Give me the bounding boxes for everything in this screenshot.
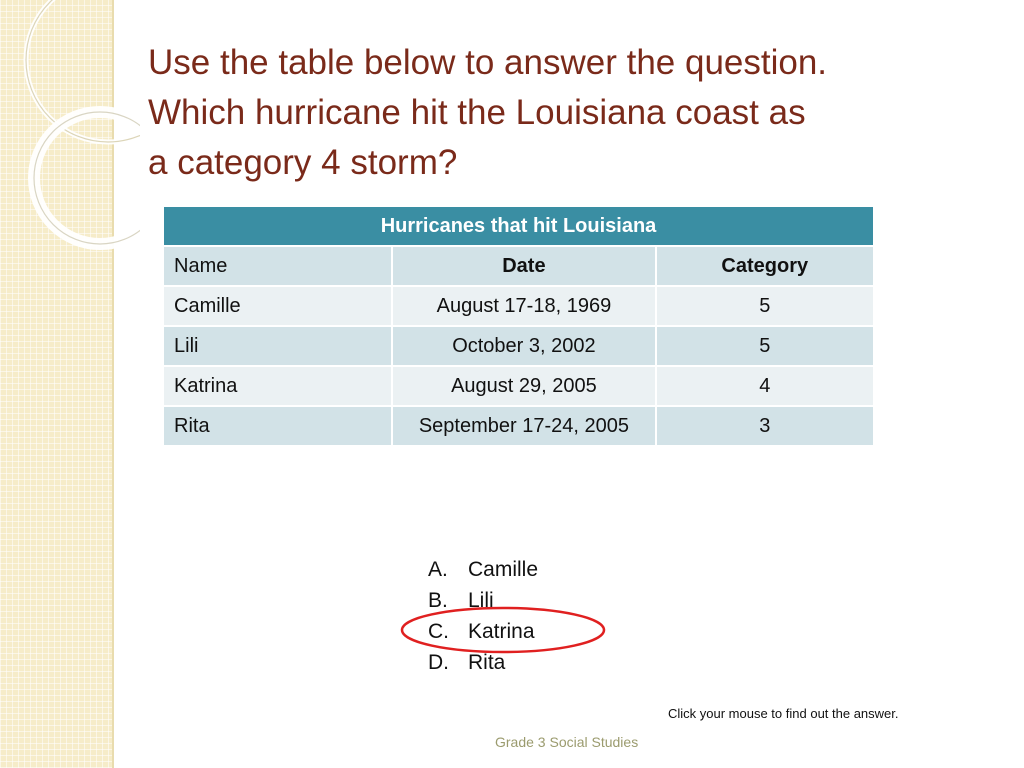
column-header: Date: [392, 246, 655, 286]
answer-letter: A.: [428, 558, 448, 581]
decorative-circles: [0, 0, 140, 260]
answer-text: Katrina: [468, 620, 535, 643]
table-cell: 3: [656, 406, 874, 446]
table-cell: October 3, 2002: [392, 326, 655, 366]
click-hint: Click your mouse to find out the answer.: [668, 706, 899, 721]
table-row: [163, 406, 874, 446]
answer-letter: B.: [428, 589, 448, 612]
slide-title: [148, 38, 968, 188]
column-header: Category: [656, 246, 874, 286]
table-cell: Lili: [163, 326, 392, 366]
title-line: Use the table below to answer the question.: [148, 43, 828, 82]
hurricanes-table: [162, 205, 875, 447]
title-line: a category 4 storm?: [148, 143, 458, 182]
answer-highlight-circle: [400, 605, 606, 655]
answer-option-a[interactable]: [428, 554, 538, 585]
table-cell: 5: [656, 286, 874, 326]
table-cell: Katrina: [163, 366, 392, 406]
table-cell: 4: [656, 366, 874, 406]
footer-text: Grade 3 Social Studies: [495, 734, 639, 750]
answer-letter: C.: [428, 620, 449, 643]
table-cell: 5: [656, 326, 874, 366]
answer-text: Camille: [468, 558, 539, 581]
table-row: [163, 366, 874, 406]
table-row: [163, 326, 874, 366]
table-cell: August 29, 2005: [392, 366, 655, 406]
answer-text: Lili: [468, 589, 494, 612]
column-header: Name: [163, 246, 392, 286]
table-header-row: [163, 246, 874, 286]
table-row: [163, 286, 874, 326]
table-caption-row: [163, 206, 874, 246]
table-cell: August 17-18, 1969: [392, 286, 655, 326]
table-cell: Camille: [163, 286, 392, 326]
table-caption: Hurricanes that hit Louisiana: [163, 206, 874, 246]
table-cell: Rita: [163, 406, 392, 446]
answer-text: Rita: [468, 651, 506, 674]
title-line: Which hurricane hit the Louisiana coast as: [148, 93, 806, 132]
table-cell: September 17-24, 2005: [392, 406, 655, 446]
answer-letter: D.: [428, 651, 449, 674]
